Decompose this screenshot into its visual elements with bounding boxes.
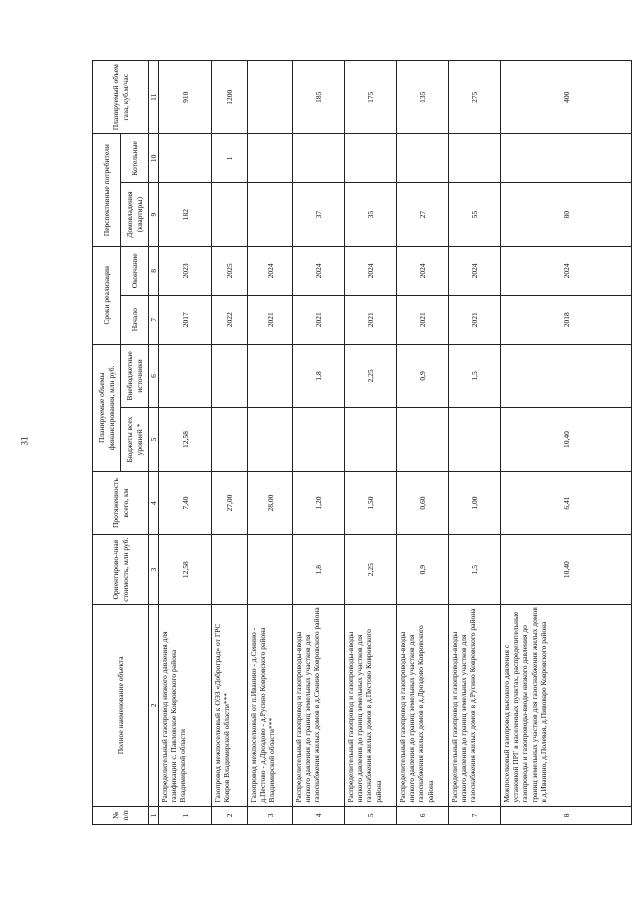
cell-cost: 0,9 (397, 535, 449, 605)
col-number: 6 (149, 344, 159, 408)
header-no: № п/п (93, 806, 149, 824)
page-number: 31 (19, 436, 30, 446)
cell-boilers (501, 134, 632, 183)
table-row (501, 61, 632, 825)
header-consumers: Перспективные потребители (93, 134, 121, 246)
cell-length: 6,41 (501, 471, 632, 535)
cell-homes: 35 (345, 183, 397, 247)
cell-end: 2024 (449, 246, 501, 295)
cell-gas: 275 (449, 61, 501, 134)
table-row (449, 61, 501, 825)
cell-offbudget: 1,5 (449, 344, 501, 408)
cell-gas: 135 (397, 61, 449, 134)
gas-objects-table (92, 60, 632, 825)
header-name: Полное наименование объекта (93, 605, 149, 807)
table-row (397, 61, 449, 825)
cell-start: 2018 (501, 295, 632, 344)
cell-budget (293, 408, 345, 472)
cell-start: 2021 (293, 295, 345, 344)
col-number: 3 (149, 535, 159, 605)
cell-homes: 80 (501, 183, 632, 247)
cell-offbudget: 2,25 (345, 344, 397, 408)
cell-offbudget (501, 344, 632, 408)
cell-length: 0,60 (397, 471, 449, 535)
header-length: Протяженность всего, км (93, 471, 149, 535)
cell-boilers: 1 (212, 134, 248, 183)
cell-name: Распределительный газопровод и газопроводы-вводы низкого давления до границ земельных участков для газоснабжения жилых домов в д.Дроздово Ковровского района (397, 605, 449, 807)
col-number: 8 (149, 246, 159, 295)
cell-budget: 12,58 (159, 408, 212, 472)
cell-boilers (397, 134, 449, 183)
table-row (293, 61, 345, 825)
cell-boilers (293, 134, 345, 183)
cell-boilers (159, 134, 212, 183)
header-consumers-boilers: Котельные (121, 134, 149, 183)
cell-name: Газопровод межпоселковый к ОЭЗ «Доброград» от ГРС Ковров Владимирской области*** (212, 605, 248, 807)
cell-no: 5 (345, 806, 397, 824)
cell-start: 2021 (449, 295, 501, 344)
cell-end: 2023 (159, 246, 212, 295)
cell-budget (397, 408, 449, 472)
cell-boilers (345, 134, 397, 183)
cell-no: 8 (501, 806, 632, 824)
col-number: 5 (149, 408, 159, 472)
cell-homes: 55 (449, 183, 501, 247)
cell-gas: 185 (293, 61, 345, 134)
col-number: 2 (149, 605, 159, 807)
cell-cost: 1,5 (449, 535, 501, 605)
cell-start: 2021 (345, 295, 397, 344)
cell-no: 3 (248, 806, 293, 824)
cell-cost: 2,25 (345, 535, 397, 605)
cell-homes (248, 183, 293, 247)
cell-budget (449, 408, 501, 472)
header-cost: Ориентирово-чная стоимость, млн руб. (93, 535, 149, 605)
cell-cost (212, 535, 248, 605)
cell-start: 2021 (248, 295, 293, 344)
table-row (212, 61, 248, 825)
cell-end: 2024 (293, 246, 345, 295)
cell-gas: 910 (159, 61, 212, 134)
cell-name: Распределительный газопровод и газопроводы-вводы низкого давления до границ земельных участков для газоснабжения жилых домов в д.Пестово Ковровского района (345, 605, 397, 807)
cell-offbudget (159, 344, 212, 408)
table-row (345, 61, 397, 825)
cell-cost: 12,58 (159, 535, 212, 605)
cell-end: 2024 (501, 246, 632, 295)
header-funding: Планируемые объемы финансирования, млн руб. (93, 344, 121, 471)
cell-length: 28,00 (248, 471, 293, 535)
rotated-table-wrapper (92, 60, 632, 825)
col-number: 11 (149, 61, 159, 134)
col-number: 4 (149, 471, 159, 535)
cell-boilers (248, 134, 293, 183)
cell-no: 6 (397, 806, 449, 824)
cell-offbudget: 0,9 (397, 344, 449, 408)
cell-length: 1,50 (345, 471, 397, 535)
cell-gas: 400 (501, 61, 632, 134)
cell-name: Распределительный газопровод и газопроводы-вводы низкого давления до границ земельных участков для газоснабжения жилых домов в д.Сенино Ковровского района (293, 605, 345, 807)
table-row (248, 61, 293, 825)
header-gas: Планируемый объем газа, куб.м/час (93, 61, 149, 134)
cell-gas: 1200 (212, 61, 248, 134)
cell-length: 27,00 (212, 471, 248, 535)
cell-budget: 10,40 (501, 408, 632, 472)
col-number: 10 (149, 134, 159, 183)
cell-offbudget (212, 344, 248, 408)
cell-start: 2021 (397, 295, 449, 344)
cell-no: 1 (159, 806, 212, 824)
cell-length: 1,20 (293, 471, 345, 535)
cell-offbudget (248, 344, 293, 408)
header-funding-budget: Бюджеты всех уровней * (121, 408, 149, 472)
cell-offbudget: 1,8 (293, 344, 345, 408)
cell-budget (212, 408, 248, 472)
cell-budget (248, 408, 293, 472)
cell-name: Распределительный газопровод низкого давления для газификации с. Павловское Ковровского района Владимирской области (159, 605, 212, 807)
table-row (159, 61, 212, 825)
cell-gas (248, 61, 293, 134)
header-consumers-homes: Домовладения (квартиры) (121, 183, 149, 247)
header-funding-offbudget: Внебюджетные источники (121, 344, 149, 408)
cell-cost: 1,8 (293, 535, 345, 605)
cell-name: Газопровод межпоселковый от п.Иванино - д.Сенино - д.Пестово - д.Дроздово - д.Русино Ковровского района Владимирской области*** (248, 605, 293, 807)
cell-end: 2025 (212, 246, 248, 295)
col-number: 7 (149, 295, 159, 344)
cell-end: 2024 (345, 246, 397, 295)
cell-budget (345, 408, 397, 472)
cell-start: 2022 (212, 295, 248, 344)
cell-cost (248, 535, 293, 605)
cell-no: 2 (212, 806, 248, 824)
cell-length: 1,00 (449, 471, 501, 535)
cell-length: 7,40 (159, 471, 212, 535)
cell-homes (212, 183, 248, 247)
header-terms-start: Начало (121, 295, 149, 344)
cell-no: 4 (293, 806, 345, 824)
cell-homes: 27 (397, 183, 449, 247)
cell-end: 2024 (248, 246, 293, 295)
cell-name: Распределительный газопровод и газопроводы-вводы низкого давления до границ земельных участков для газоснабжения жилых домов в д.Русино Ковровского района (449, 605, 501, 807)
col-number: 9 (149, 183, 159, 247)
cell-homes: 182 (159, 183, 212, 247)
cell-end: 2024 (397, 246, 449, 295)
col-number: 1 (149, 806, 159, 824)
header-terms: Сроки реализации (93, 246, 121, 344)
cell-homes: 37 (293, 183, 345, 247)
cell-gas: 175 (345, 61, 397, 134)
cell-cost: 10,40 (501, 535, 632, 605)
cell-no: 7 (449, 806, 501, 824)
cell-boilers (449, 134, 501, 183)
cell-start: 2017 (159, 295, 212, 344)
cell-name: Межпоселковый газопровод высокого давления с установкой ПРГ в населенных пунктах, распределительные газопроводы и газопроводы-вводы низкого давления до границ земельных участков для газоснабжения жилых домов в д.Иванино, д.Полевая, д.Пивоваро Ковровского района (501, 605, 632, 807)
header-terms-end: Окончание (121, 246, 149, 295)
